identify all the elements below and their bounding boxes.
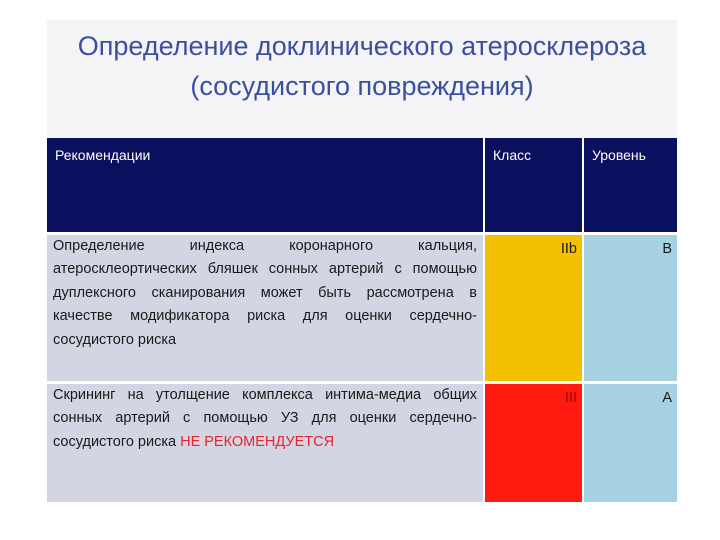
table-row xyxy=(47,233,677,382)
header-class: Класс xyxy=(484,138,583,233)
recommendations-table xyxy=(47,138,677,502)
slide-title xyxy=(47,26,677,106)
class-cell: IIb xyxy=(484,233,583,382)
title-line-2: (сосудистого повреждения) xyxy=(190,71,534,101)
level-cell: A xyxy=(583,382,677,502)
class-cell: III xyxy=(484,382,583,502)
table-row xyxy=(47,382,677,502)
header-recommendations: Рекомендации xyxy=(47,138,484,233)
recommendation-text: Определение индекса коронарного кальция, атеросклеортических бляшек сонных артерий с помощью дуплексного сканирования может быть рассмотрена в качестве модификатора риска для оценки сердечно-сосудистого риска xyxy=(47,233,484,382)
table-header-row xyxy=(47,138,677,233)
recommendation-text-main: Скрининг на утолщение комплекса интима-медиа общих сонных артерий с помощью УЗ для оценки сердечно-сосудистого риска xyxy=(53,386,477,450)
level-cell: B xyxy=(583,233,677,382)
title-line-1: Определение доклинического атеросклероза xyxy=(77,31,647,61)
header-level: Уровень xyxy=(583,138,677,233)
not-recommended-label: НЕ РЕКОМЕНДУЕТСЯ xyxy=(180,433,335,450)
recommendation-text xyxy=(47,382,484,502)
